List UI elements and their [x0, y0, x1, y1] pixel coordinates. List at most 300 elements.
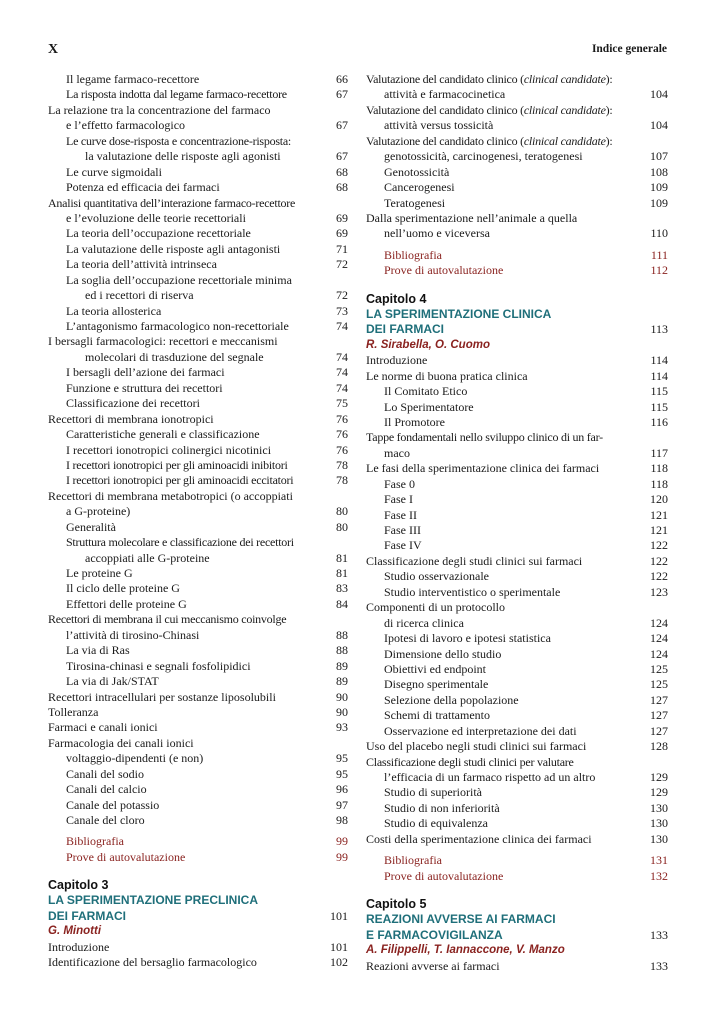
toc-entry-page: 78: [336, 457, 348, 472]
chapter-title-line: DEI FARMACI: [48, 908, 126, 923]
toc-entry[interactable]: [48, 628, 348, 643]
toc-entry-title: attività versus tossicità: [384, 118, 494, 133]
toc-entry-page: 73: [336, 303, 348, 318]
toc-entry-title: La relazione tra la concentrazione del farmaco: [48, 102, 271, 117]
toc-entry-title: Il Comitato Etico: [384, 384, 468, 399]
toc-entry[interactable]: [48, 149, 348, 164]
chapter-title[interactable]: [366, 912, 668, 943]
toc-entry[interactable]: [48, 381, 348, 396]
toc-entry-page: 124: [650, 631, 668, 646]
toc-entry-page: 104: [650, 87, 668, 102]
toc-entry-title: Recettori intracellulari per sostanze liposolubili: [48, 689, 276, 704]
toc-entry[interactable]: [366, 677, 668, 692]
toc-entry[interactable]: [48, 242, 348, 257]
toc-entry[interactable]: [366, 600, 668, 615]
toc-entry-page: 129: [650, 785, 668, 800]
toc-entry[interactable]: [48, 751, 348, 766]
toc-entry[interactable]: [48, 165, 348, 180]
toc-entry[interactable]: [48, 273, 348, 288]
toc-entry-page: 104: [650, 118, 668, 133]
toc-entry-page: 112: [650, 263, 668, 278]
toc-entry-page: 96: [336, 782, 348, 797]
toc-entry[interactable]: [366, 446, 668, 461]
toc-entry-title: Effettori delle proteine G: [66, 596, 187, 611]
toc-entry-page: 90: [336, 689, 348, 704]
toc-entry[interactable]: [48, 659, 348, 674]
toc-entry-page: 75: [336, 396, 348, 411]
toc-entry-page: 127: [650, 692, 668, 707]
toc-entry[interactable]: [366, 165, 668, 180]
toc-entry[interactable]: [366, 853, 668, 868]
toc-entry-title: Il ciclo delle proteine G: [66, 581, 180, 596]
toc-entry[interactable]: [366, 739, 668, 754]
toc-entry-page: 67: [336, 149, 348, 164]
toc-entry[interactable]: [366, 959, 668, 974]
chapter-authors: R. Sirabella, O. Cuomo: [366, 338, 490, 351]
toc-entry[interactable]: [366, 708, 668, 723]
toc-entry-title: Le curve dose-risposta e concentrazione-risposta:: [66, 133, 291, 148]
toc-entry-title: Obiettivi ed endpoint: [384, 661, 486, 676]
toc-entry[interactable]: [366, 118, 668, 133]
toc-entry[interactable]: [48, 396, 348, 411]
toc-entry-title: Classificazione degli studi clinici sui farmaci: [366, 553, 583, 568]
toc-left-column: [48, 72, 348, 971]
toc-entry-title: Selezione della popolazione: [384, 692, 519, 707]
toc-entry[interactable]: [366, 72, 668, 87]
toc-entry-title: La teoria dell’occupazione recettoriale: [66, 226, 251, 241]
toc-entry-title: nell’uomo e viceversa: [384, 226, 490, 241]
toc-entry-page: 125: [650, 661, 668, 676]
page-number: X: [48, 42, 59, 57]
toc-entry[interactable]: [48, 850, 348, 865]
toc-entry-title: La via di Jak/STAT: [66, 674, 159, 689]
toc-entry-page: 90: [336, 704, 348, 719]
toc-entry[interactable]: [48, 597, 348, 612]
toc-entry-title: maco: [384, 445, 410, 460]
toc-entry[interactable]: [48, 473, 348, 488]
toc-entry-page: 107: [650, 149, 668, 164]
toc-entry-title: Valutazione del candidato clinico (clinical candidate):: [366, 102, 613, 117]
toc-entry-page: 69: [336, 210, 348, 225]
toc-entry[interactable]: [48, 211, 348, 226]
toc-entry-page: 76: [336, 427, 348, 442]
toc-entry-title: Tappe fondamentali nello sviluppo clinico di un far-: [366, 430, 603, 445]
chapter-label: Capitolo 5: [366, 897, 427, 912]
toc-entry-title: I recettori ionotropici per gli aminoacidi eccitatori: [66, 473, 294, 488]
toc-entry-page: 130: [650, 816, 668, 831]
toc-entry-page: 67: [336, 118, 348, 133]
toc-entry-page: 97: [336, 797, 348, 812]
toc-entry-title: Valutazione del candidato clinico (clinical candidate):: [366, 72, 613, 86]
toc-entry-page: 131: [650, 853, 668, 868]
toc-entry-page: 130: [650, 800, 668, 815]
toc-entry-page: 72: [336, 288, 348, 303]
toc-entry-title: Lo Sperimentatore: [384, 399, 474, 414]
toc-entry[interactable]: [48, 767, 348, 782]
toc-entry-title: Prove di autovalutazione: [384, 263, 504, 278]
toc-entry-title: Analisi quantitativa dell’interazione farmaco-recettore: [48, 195, 296, 210]
toc-entry[interactable]: [366, 724, 668, 739]
toc-entry-title: Studio di superiorità: [384, 785, 482, 800]
toc-entry[interactable]: [48, 72, 348, 87]
toc-entry-page: 80: [336, 504, 348, 519]
toc-entry-page: 88: [336, 643, 348, 658]
toc-entry[interactable]: [366, 103, 668, 118]
toc-entry-title: Genotossicità: [384, 164, 450, 179]
toc-entry-title: Canali del sodio: [66, 766, 144, 781]
toc-entry-page: 109: [650, 195, 668, 210]
toc-entry[interactable]: [366, 869, 668, 884]
toc-entry[interactable]: [48, 940, 348, 955]
toc-entry-title: Fase I: [384, 492, 413, 507]
toc-entry-title: l’efficacia di un farmaco rispetto ad un altro: [384, 770, 596, 784]
toc-entry-page: 127: [650, 723, 668, 738]
chapter-title-line: LA SPERIMENTAZIONE CLINICA: [366, 306, 552, 321]
toc-entry-page: 93: [336, 720, 348, 735]
toc-entry-title: L’antagonismo farmacologico non-recettoriale: [66, 319, 289, 333]
toc-entry[interactable]: [48, 87, 348, 102]
toc-entry-title: Il legame farmaco-recettore: [66, 72, 200, 86]
toc-entry-page: 115: [650, 384, 668, 399]
toc-entry-title: Tolleranza: [48, 704, 99, 719]
toc-entry-page: 76: [336, 411, 348, 426]
toc-entry-page: 99: [336, 849, 348, 864]
toc-entry[interactable]: [366, 263, 668, 278]
toc-entry[interactable]: [48, 798, 348, 813]
toc-entry-title: Caratteristiche generali e classificazione: [66, 427, 260, 442]
chapter-authors: G. Minotti: [48, 925, 102, 938]
toc-entry-title: La soglia dell’occupazione recettoriale minima: [66, 272, 292, 287]
toc-entry-page: 132: [650, 868, 668, 883]
toc-entry-page: 84: [336, 596, 348, 611]
toc-entry[interactable]: [366, 585, 668, 600]
toc-entry-page: 101: [330, 939, 348, 954]
toc-entry-title: Reazioni avverse ai farmaci: [366, 958, 500, 973]
chapter-4-block: [366, 291, 668, 884]
toc-entry[interactable]: [366, 508, 668, 523]
toc-entry[interactable]: [48, 412, 348, 427]
toc-entry[interactable]: [366, 477, 668, 492]
toc-entry-page: 117: [650, 445, 668, 460]
toc-entry-title: e l’effetto farmacologico: [66, 118, 186, 133]
toc-entry-page: 121: [650, 507, 668, 522]
toc-entry-title: accoppiati alle G-proteine: [85, 550, 210, 565]
toc-entry[interactable]: [366, 353, 668, 368]
toc-entry-title: Introduzione: [48, 939, 110, 954]
chapter-5-block: [366, 896, 668, 974]
toc-entry[interactable]: [48, 834, 348, 849]
toc-entry-title: Le norme di buona pratica clinica: [366, 368, 528, 383]
toc-entry-page: 68: [336, 180, 348, 195]
toc-entry[interactable]: [48, 365, 348, 380]
toc-entry[interactable]: [366, 226, 668, 241]
toc-entry-list: [48, 940, 348, 971]
toc-entry-title: Prove di autovalutazione: [66, 849, 186, 864]
chapter-title[interactable]: [48, 893, 348, 924]
chapter-page: 113: [650, 322, 668, 337]
toc-entry-title: Bibliografia: [384, 853, 442, 868]
toc-entry-title: Uso del placebo negli studi clinici sui farmaci: [366, 739, 587, 754]
toc-entry-title: Disegno sperimentale: [384, 677, 489, 692]
toc-entry[interactable]: [366, 523, 668, 538]
toc-entry[interactable]: [48, 520, 348, 535]
toc-entry-page: 83: [336, 581, 348, 596]
toc-entry[interactable]: [48, 319, 348, 334]
toc-entry[interactable]: [366, 554, 668, 569]
toc-entry[interactable]: [48, 813, 348, 828]
toc-right-column: [366, 72, 668, 974]
toc-entry-title: Le curve sigmoidali: [66, 164, 162, 179]
toc-entry[interactable]: [366, 755, 668, 770]
toc-entry[interactable]: [48, 257, 348, 272]
toc-entry-page: 118: [650, 476, 668, 491]
toc-entry[interactable]: [48, 643, 348, 658]
toc-entry[interactable]: [48, 134, 348, 149]
toc-entry-title: Studio di non inferiorità: [384, 800, 500, 815]
toc-entry-title: Tirosina-chinasi e segnali fosfolipidici: [66, 658, 251, 673]
toc-entry[interactable]: [48, 443, 348, 458]
toc-entry[interactable]: [366, 569, 668, 584]
toc-entry[interactable]: [366, 492, 668, 507]
toc-entry-title: Studio di equivalenza: [384, 816, 488, 831]
toc-entry-page: 72: [336, 257, 348, 272]
toc-entry-title: Canale del potassio: [66, 797, 160, 812]
toc-entry[interactable]: [48, 103, 348, 118]
toc-entry-title: La teoria allosterica: [66, 303, 162, 318]
toc-entry-title: Studio osservazionale: [384, 569, 489, 584]
toc-entry[interactable]: [366, 430, 668, 445]
toc-entry[interactable]: [48, 226, 348, 241]
toc-entry-title: Cancerogenesi: [384, 180, 455, 195]
toc-entry-page: 133: [650, 958, 668, 973]
toc-entry-page: 81: [336, 550, 348, 565]
toc-entry-page: 122: [650, 569, 668, 584]
toc-entry-title: La teoria dell’attività intrinseca: [66, 257, 217, 272]
toc-entry-page: 74: [336, 349, 348, 364]
running-header: Indice generale: [591, 43, 667, 55]
toc-entry-title: Farmaci e canali ionici: [48, 720, 158, 735]
toc-entry-page: 110: [650, 226, 668, 241]
toc-entry-title: I bersagli dell’azione dei farmaci: [66, 365, 225, 380]
toc-entry[interactable]: [48, 118, 348, 133]
toc-entry-title: voltaggio-dipendenti (e non): [66, 751, 204, 766]
toc-entry[interactable]: [366, 87, 668, 102]
toc-entry-title: I recettori ionotropici per gli aminoacidi inibitori: [66, 457, 288, 472]
toc-entry-page: 129: [650, 770, 668, 784]
toc-entry-page: 89: [336, 674, 348, 689]
toc-entry-title: Fase 0: [384, 476, 415, 491]
toc-entry[interactable]: [366, 647, 668, 662]
toc-entry-title: Fase IV: [384, 538, 422, 553]
toc-entry-title: Funzione e struttura dei recettori: [66, 380, 223, 395]
toc-entry-page: 98: [336, 813, 348, 827]
chapter-authors: A. Filippelli, T. Iannaccone, V. Manzo: [366, 944, 565, 957]
toc-entry-title: Classificazione degli studi clinici per valutare: [366, 754, 574, 769]
toc-entry[interactable]: [366, 415, 668, 430]
toc-entry[interactable]: [48, 674, 348, 689]
toc-entry[interactable]: [366, 616, 668, 631]
toc-entry[interactable]: [48, 736, 348, 751]
toc-entry[interactable]: [48, 427, 348, 442]
toc-entry-title: Struttura molecolare e classificazione dei recettori: [66, 535, 294, 550]
toc-entry[interactable]: [366, 801, 668, 816]
toc-entry-title: Bibliografia: [384, 247, 442, 262]
toc-entry[interactable]: [48, 782, 348, 797]
toc-entry-title: attività e farmacocinetica: [384, 87, 506, 102]
toc-entry[interactable]: [366, 149, 668, 164]
toc-entry-page: 124: [650, 615, 668, 630]
toc-entry-title: genotossicità, carcinogenesi, teratogenesi: [384, 149, 583, 164]
toc-entry-title: Canali del calcio: [66, 782, 147, 797]
toc-entry-title: Farmacologia dei canali ionici: [48, 735, 194, 750]
toc-entry-title: Classificazione dei recettori: [66, 396, 200, 411]
toc-entry[interactable]: [366, 211, 668, 226]
toc-entry-page: 95: [336, 751, 348, 766]
toc-entry-page: 125: [650, 677, 668, 692]
toc-entry[interactable]: [48, 180, 348, 195]
toc-entry-title: di ricerca clinica: [384, 615, 464, 630]
chapter-label: Capitolo 4: [366, 291, 427, 306]
toc-entry[interactable]: [48, 612, 348, 627]
toc-entry[interactable]: [366, 196, 668, 211]
chapter-page: 133: [650, 927, 668, 942]
toc-entry[interactable]: [366, 770, 668, 785]
toc-entry[interactable]: [48, 955, 348, 970]
toc-entry-page: 115: [650, 399, 668, 414]
toc-entry-title: Fase II: [384, 507, 417, 522]
toc-entry-title: I bersagli farmacologici: recettori e meccanismi: [48, 334, 278, 349]
toc-entry[interactable]: [48, 334, 348, 349]
toc-entry-page: 67: [336, 87, 348, 102]
toc-entry-title: Le proteine G: [66, 566, 133, 580]
toc-entry-title: Studio interventistico o sperimentale: [384, 584, 561, 599]
toc-entry-page: 123: [650, 584, 668, 599]
toc-entry-title: Schemi di trattamento: [384, 708, 490, 723]
toc-entry-page: 80: [336, 519, 348, 534]
toc-entry-page: 68: [336, 164, 348, 179]
toc-entry-page: 69: [336, 226, 348, 241]
toc-entry-page: 127: [650, 708, 668, 723]
toc-entry-page: 111: [650, 247, 668, 262]
toc-entry-title: Recettori di membrana il cui meccanismo coinvolge: [48, 612, 287, 627]
chapter-title[interactable]: [366, 307, 668, 338]
toc-entry-title: l’attività di tirosino-Chinasi: [66, 627, 200, 642]
toc-entry[interactable]: [366, 538, 668, 553]
toc-entry-page: 89: [336, 658, 348, 673]
toc-entry[interactable]: [48, 196, 348, 211]
toc-entry-title: Prove di autovalutazione: [384, 868, 504, 883]
toc-entry[interactable]: [48, 489, 348, 504]
toc-entry-page: 78: [336, 473, 348, 488]
chapter-title-line: LA SPERIMENTAZIONE PRECLINICA: [48, 893, 259, 908]
chapter-title-line: E FARMACOVIGILANZA: [366, 927, 503, 942]
toc-entry[interactable]: [366, 461, 668, 476]
toc-entry-title: Bibliografia: [66, 834, 124, 849]
toc-entry[interactable]: [366, 400, 668, 415]
toc-entry[interactable]: [366, 785, 668, 800]
toc-entry[interactable]: [48, 551, 348, 566]
toc-entry-title: Costi della sperimentazione clinica dei farmaci: [366, 831, 592, 846]
toc-entry-page: 95: [336, 766, 348, 781]
toc-entry[interactable]: [48, 504, 348, 519]
toc-entry-page: 118: [650, 461, 668, 476]
toc-entry[interactable]: [48, 566, 348, 581]
toc-entry-page: 130: [650, 831, 668, 846]
toc-entry-title: a G-proteine): [66, 504, 131, 519]
toc-entry-title: La via di Ras: [66, 643, 130, 658]
toc-entry-page: 76: [336, 442, 348, 457]
toc-entry[interactable]: [366, 248, 668, 263]
toc-entry-page: 114: [650, 353, 668, 368]
toc-entry-title: Identificazione del bersaglio farmacologico: [48, 955, 257, 970]
toc-entry-title: Osservazione ed interpretazione dei dati: [384, 723, 577, 738]
toc-entry[interactable]: [366, 832, 668, 847]
toc-entry-title: Introduzione: [366, 353, 428, 368]
toc-entry-page: 74: [336, 380, 348, 395]
chapter-label: Capitolo 3: [48, 878, 109, 893]
toc-entry[interactable]: [366, 369, 668, 384]
toc-entry[interactable]: [48, 720, 348, 735]
toc-entry-title: Ipotesi di lavoro e ipotesi statistica: [384, 631, 551, 646]
toc-entry[interactable]: [366, 180, 668, 195]
toc-entry-title: La risposta indotta dal legame farmaco-recettore: [66, 87, 287, 102]
toc-entry[interactable]: [48, 535, 348, 550]
toc-entry-page: 124: [650, 646, 668, 661]
toc-entry-list: [366, 72, 668, 279]
toc-entry-list: [366, 353, 668, 884]
toc-entry-page: 128: [650, 739, 668, 754]
toc-entry-title: Generalità: [66, 519, 116, 534]
toc-entry-page: 121: [650, 523, 668, 537]
toc-entry-title: Fase III: [384, 523, 421, 537]
toc-entry[interactable]: [48, 288, 348, 303]
toc-entry-page: 66: [336, 72, 348, 86]
toc-entry-title: I recettori ionotropici colinergici nicotinici: [66, 442, 272, 457]
toc-entry[interactable]: [48, 350, 348, 365]
toc-entry-page: 71: [336, 241, 348, 256]
toc-entry-page: 120: [650, 492, 668, 507]
toc-entry[interactable]: [366, 816, 668, 831]
toc-entry-page: 108: [650, 164, 668, 179]
toc-entry-title: Canale del cloro: [66, 813, 145, 827]
toc-entry[interactable]: [48, 581, 348, 596]
toc-entry[interactable]: [48, 458, 348, 473]
toc-entry[interactable]: [366, 662, 668, 677]
toc-entry-page: 109: [650, 180, 668, 195]
toc-entry[interactable]: [48, 304, 348, 319]
toc-entry-title: la valutazione delle risposte agli agonisti: [85, 149, 281, 164]
toc-entry-page: 102: [330, 955, 348, 970]
toc-entry-page: 122: [650, 538, 668, 553]
toc-entry-list: [366, 959, 668, 974]
toc-entry-title: Teratogenesi: [384, 195, 446, 210]
toc-entry[interactable]: [366, 134, 668, 149]
toc-entry-title: La valutazione delle risposte agli antagonisti: [66, 241, 281, 256]
toc-entry-page: 122: [650, 553, 668, 568]
toc-entry-title: Dimensione dello studio: [384, 646, 502, 661]
toc-entry[interactable]: [366, 631, 668, 646]
toc-entry[interactable]: [366, 693, 668, 708]
toc-entry[interactable]: [366, 384, 668, 399]
toc-entry[interactable]: [48, 690, 348, 705]
chapter-title-line: DEI FARMACI: [366, 322, 444, 337]
toc-entry-title: Valutazione del candidato clinico (clinical candidate):: [366, 133, 613, 148]
toc-entry-page: 88: [336, 627, 348, 642]
toc-entry-title: Dalla sperimentazione nell’animale a quella: [366, 210, 578, 225]
chapter-page: 101: [330, 908, 348, 923]
toc-entry-page: 99: [336, 834, 348, 849]
toc-entry[interactable]: [48, 705, 348, 720]
